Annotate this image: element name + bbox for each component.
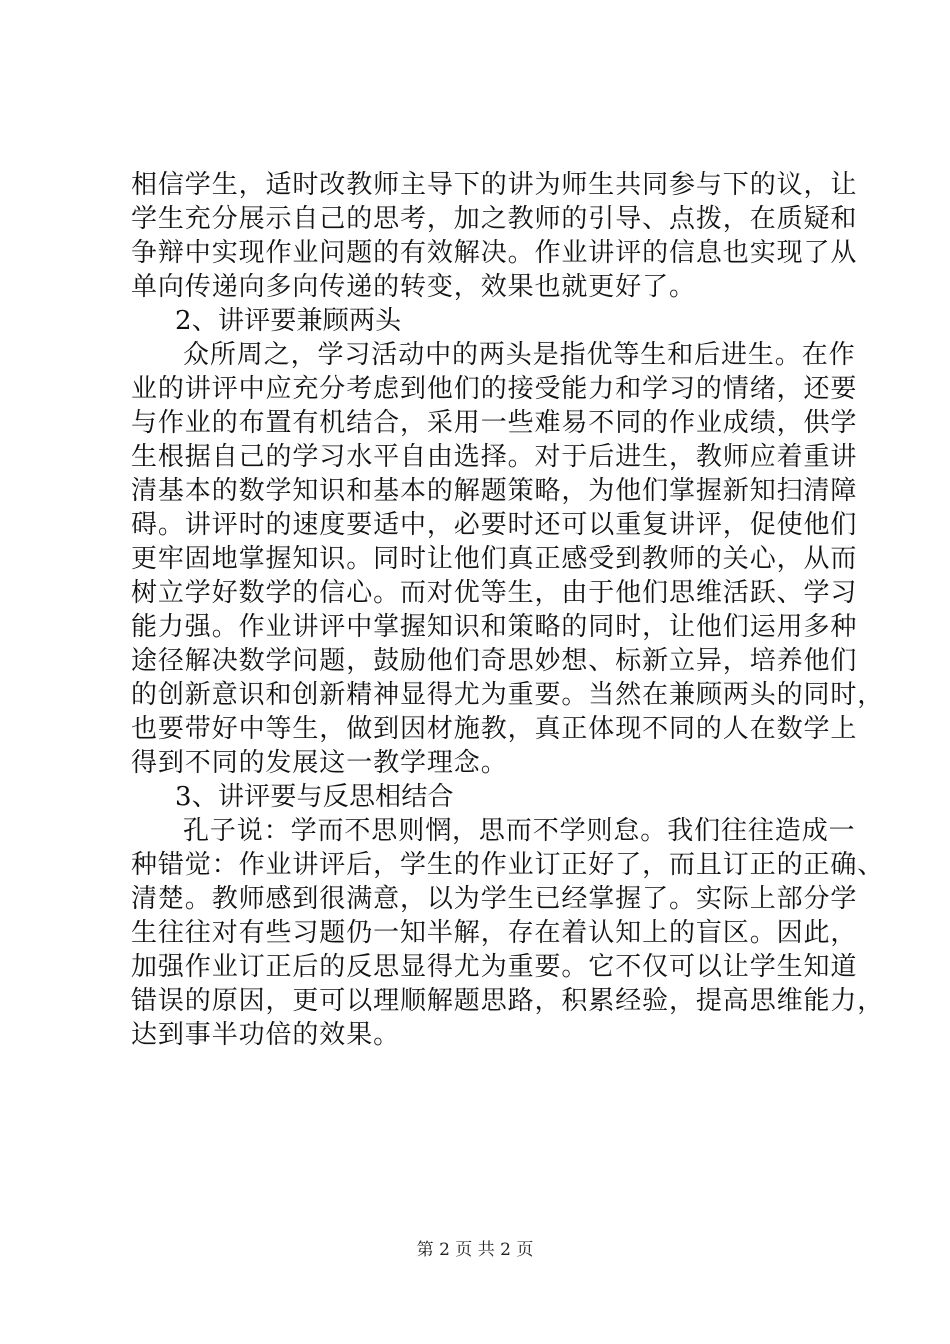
- paragraph-line: 加强作业订正后的反思显得尤为重要。它不仅可以让学生知道: [131, 952, 858, 982]
- paragraph-line: 清基本的数学知识和基本的解题策略，为他们掌握新知扫清障: [131, 476, 858, 506]
- paragraph-line: 生往往对有些习题仍一知半解，存在着认知上的盲区。因此，: [131, 918, 858, 948]
- paragraph-line: 种错觉：作业讲评后，学生的作业订正好了，而且订正的正确、: [131, 850, 885, 880]
- paragraph-line: 碍。讲评时的速度要适中，必要时还可以重复讲评，促使他们: [131, 510, 858, 540]
- paragraph-line: 错误的原因，更可以理顺解题思路，积累经验，提高思维能力，: [131, 986, 885, 1016]
- paragraph-line: 达到事半功倍的效果。: [131, 1020, 401, 1050]
- paragraph-line: 途径解决数学问题，鼓励他们奇思妙想、标新立异，培养他们: [131, 646, 858, 676]
- paragraph-line: 与作业的布置有机结合，采用一些难易不同的作业成绩，供学: [131, 408, 858, 438]
- paragraph-line: 争辩中实现作业问题的有效解决。作业讲评的信息也实现了从: [131, 238, 858, 268]
- paragraph-line: 得到不同的发展这一教学理念。: [131, 748, 508, 778]
- paragraph-line: 业的讲评中应充分考虑到他们的接受能力和学习的情绪，还要: [131, 374, 858, 404]
- page-footer: 第 2 页 共 2 页: [416, 1240, 534, 1260]
- paragraph-line: 生根据自己的学习水平自由选择。对于后进生，教师应着重讲: [131, 442, 858, 472]
- paragraph-line: 孔子说：学而不思则惘，思而不学则怠。我们往往造成一: [183, 816, 856, 846]
- paragraph-line: 相信学生，适时改教师主导下的讲为师生共同参与下的议，让: [131, 170, 858, 200]
- paragraph-line: 也要带好中等生，做到因材施教，真正体现不同的人在数学上: [131, 714, 858, 744]
- section-heading: 2、讲评要兼顾两头: [175, 306, 402, 336]
- paragraph-line: 学生充分展示自己的思考，加之教师的引导、点拨，在质疑和: [131, 204, 858, 234]
- paragraph-line: 单向传递向多向传递的转变，效果也就更好了。: [131, 272, 696, 302]
- section-heading: 3、讲评要与反思相结合: [175, 782, 454, 812]
- paragraph-line: 能力强。作业讲评中掌握知识和策略的同时，让他们运用多种: [131, 612, 858, 642]
- paragraph-line: 清楚。教师感到很满意，以为学生已经掌握了。实际上部分学: [131, 884, 858, 914]
- paragraph-line: 众所周之，学习活动中的两头是指优等生和后进生。在作: [183, 340, 856, 370]
- paragraph-line: 树立学好数学的信心。而对优等生，由于他们思维活跃、学习: [131, 578, 858, 608]
- paragraph-line: 更牢固地掌握知识。同时让他们真正感受到教师的关心，从而: [131, 544, 858, 574]
- paragraph-line: 的创新意识和创新精神显得尤为重要。当然在兼顾两头的同时，: [131, 680, 885, 710]
- document-body: [131, 168, 885, 1052]
